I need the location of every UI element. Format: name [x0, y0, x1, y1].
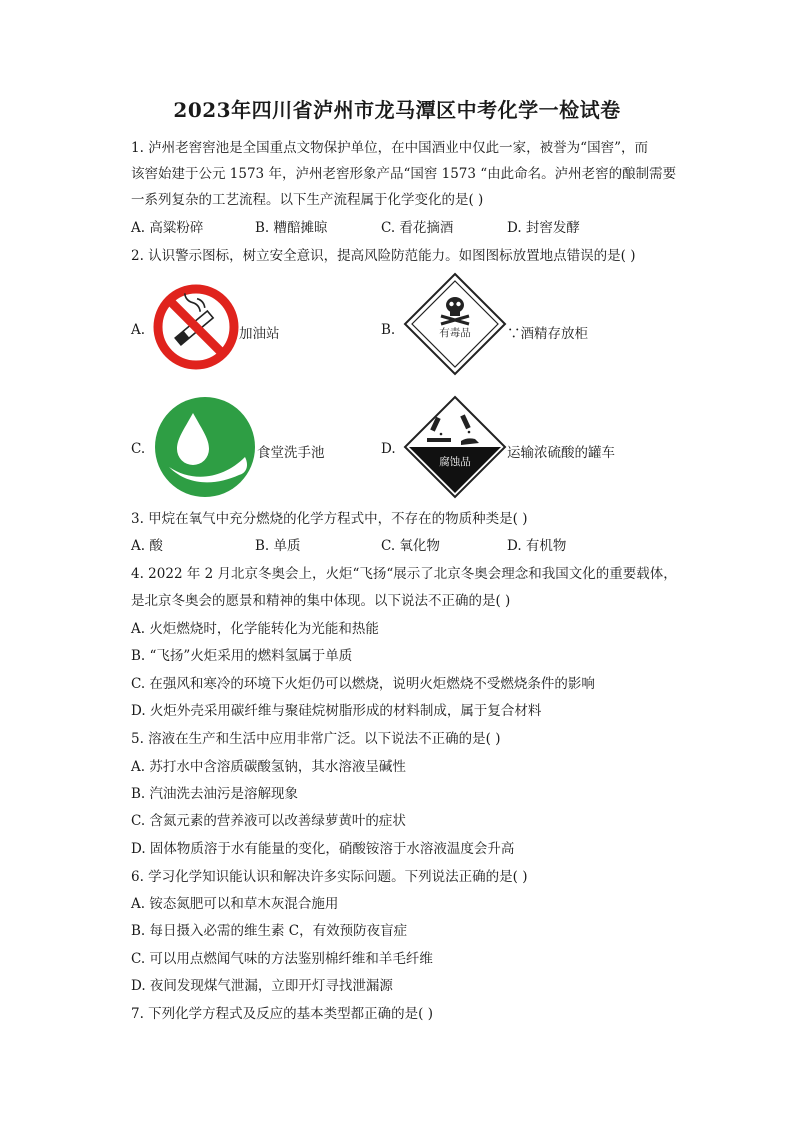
corrosive-sign-icon — [403, 395, 507, 499]
corrosive-sign-text: 腐蚀品 — [439, 456, 471, 468]
page-title: 2023年四川省泸州市龙马潭区中考化学一检试卷 — [173, 98, 621, 122]
q3-option-d[interactable]: D. 有机物 — [507, 538, 567, 554]
q3-option-a[interactable]: A. 酸 — [131, 538, 163, 554]
q2-option-c[interactable] — [131, 395, 371, 505]
q3-line-1: 3. 甲烷在氧气中充分燃烧的化学方程式中，不存在的物质种类是( ) — [131, 511, 528, 527]
q6-option-d[interactable]: D. 夜间发现煤气泄漏，立即开灯寻找泄漏源 — [131, 978, 393, 994]
q1-option-d[interactable]: D. 封窖发酵 — [507, 220, 580, 236]
q1-options — [131, 219, 691, 237]
q2-option-b[interactable] — [381, 276, 711, 386]
q4-option-c[interactable]: C. 在强风和寒冷的环境下火炬仍可以燃烧，说明火炬燃烧不受燃烧条件的影响 — [131, 676, 595, 692]
q6-option-c[interactable]: C. 可以用点燃闻气味的方法鉴别棉纤维和羊毛纤维 — [131, 951, 433, 967]
q4-line-2: 是北京冬奥会的愿景和精神的集中体现。以下说法不正确的是( ) — [131, 593, 511, 609]
q6-line-1: 6. 学习化学知识能认识和解决许多实际问题。下列说法正确的是( ) — [131, 869, 528, 885]
q2-icon-row-cd — [131, 395, 731, 505]
q2-option-c-letter: C. — [131, 441, 146, 457]
q2-icon-row-ab — [131, 276, 731, 386]
q3-options — [131, 537, 691, 555]
q2-line-1: 2. 认识警示图标，树立安全意识，提高风险防范能力。如图图标放置地点错误的是( ) — [131, 248, 636, 264]
toxic-sign-text: 有毒品 — [439, 327, 471, 339]
toxic-sign-icon — [403, 272, 507, 376]
q4-line-1: 4. 2022 年 2 月北京冬奥会上，火炬“飞扬“展示了北京冬奥会理念和我国文化的重要载体， — [131, 566, 677, 582]
q2-option-b-letter: B. — [381, 322, 396, 338]
q2-option-b-label: ∵酒精存放柜 — [507, 326, 588, 342]
q2-option-a-label: 加油站 — [239, 326, 280, 342]
q1-option-b[interactable]: B. 糟醅摊晾 — [255, 220, 328, 236]
q4-option-d[interactable]: D. 火炬外壳采用碳纤维与聚硅烷树脂形成的材料制成，属于复合材料 — [131, 703, 542, 719]
q2-option-a-letter: A. — [131, 322, 146, 338]
no-smoking-icon — [151, 282, 241, 372]
q5-option-a[interactable]: A. 苏打水中含溶质碳酸氢钠，其水溶液呈碱性 — [131, 759, 406, 775]
q1-line-1: 1. 泸州老窖窖池是全国重点文物保护单位，在中国酒业中仅此一家，被誉为“国窖”，而 — [131, 140, 648, 156]
q4-option-b[interactable]: B. “飞扬”火炬采用的燃料氢属于单质 — [131, 648, 353, 664]
q2-option-d-letter: D. — [381, 441, 396, 457]
water-saving-icon — [153, 395, 257, 499]
q5-option-d[interactable]: D. 固体物质溶于水有能量的变化，硝酸铵溶于水溶液温度会升高 — [131, 841, 515, 857]
q6-option-a[interactable]: A. 铵态氮肥可以和草木灰混合施用 — [131, 896, 339, 912]
q2-option-a[interactable] — [131, 276, 371, 386]
q5-option-b[interactable]: B. 汽油洗去油污是溶解现象 — [131, 786, 299, 802]
q4-option-a[interactable]: A. 火炬燃烧时，化学能转化为光能和热能 — [131, 621, 379, 637]
q3-option-c[interactable]: C. 氧化物 — [381, 538, 440, 554]
q5-option-c[interactable]: C. 含氮元素的营养液可以改善绿萝黄叶的症状 — [131, 813, 406, 829]
q1-option-a[interactable]: A. 高粱粉碎 — [131, 220, 204, 236]
q1-option-c[interactable]: C. 看花摘酒 — [381, 220, 454, 236]
q7-line-1: 7. 下列化学方程式及反应的基本类型都正确的是( ) — [131, 1006, 433, 1022]
q5-line-1: 5. 溶液在生产和生活中应用非常广泛。以下说法不正确的是( ) — [131, 731, 501, 747]
q1-line-2: 该窖始建于公元 1573 年，泸州老窖形象产品“国窖 1573 “由此命名。泸州老窖的酿制需要 — [131, 166, 677, 182]
q1-line-3: 一系列复杂的工艺流程。以下生产流程属于化学变化的是( ) — [131, 192, 484, 208]
q2-option-d-label: 运输浓硫酸的罐车 — [507, 445, 615, 461]
q2-option-c-label: 食堂洗手池 — [257, 445, 325, 461]
q6-option-b[interactable]: B. 每日摄入必需的维生素 C，有效预防夜盲症 — [131, 923, 408, 939]
q3-option-b[interactable]: B. 单质 — [255, 538, 301, 554]
q2-option-d[interactable] — [381, 395, 711, 505]
